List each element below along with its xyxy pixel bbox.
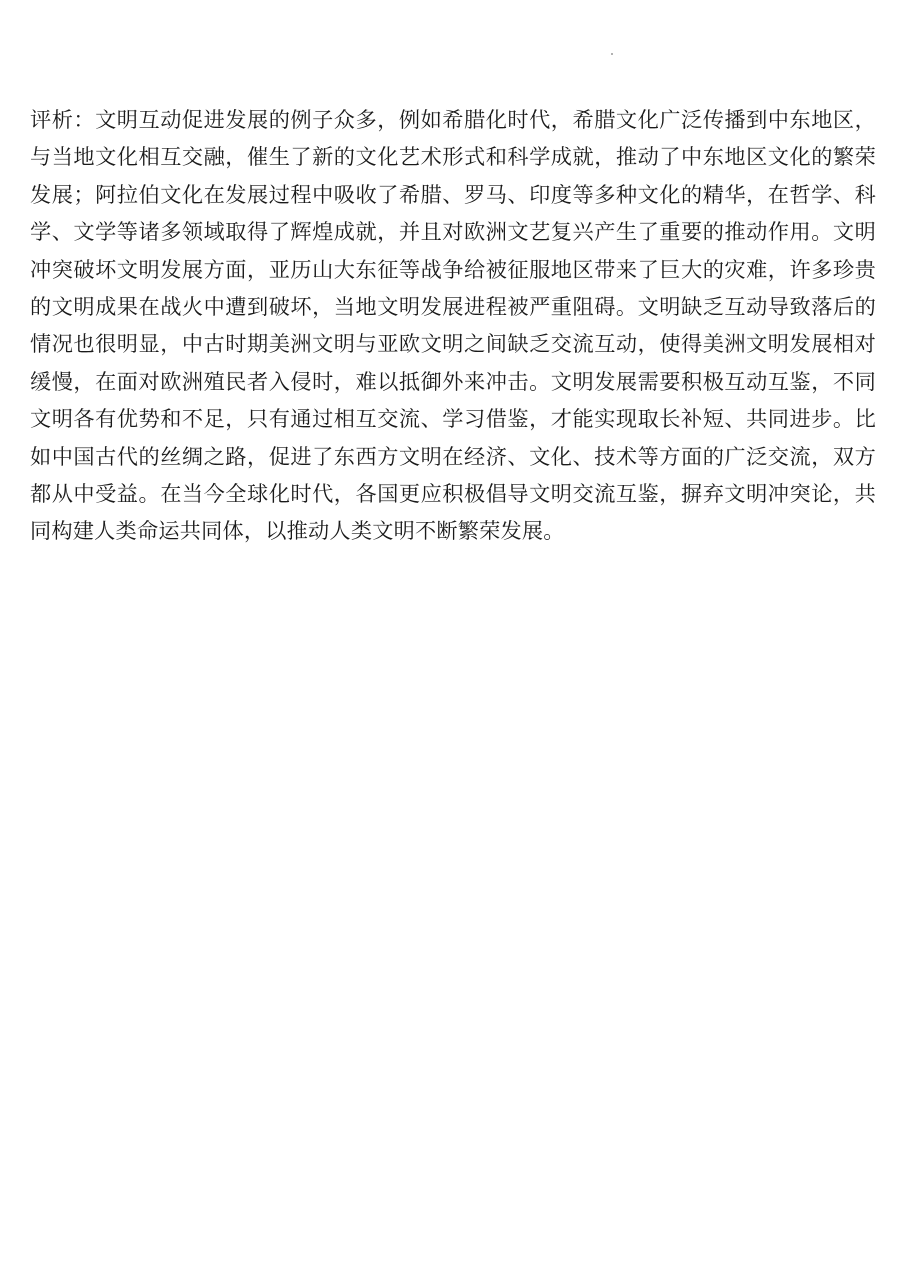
scan-speck <box>611 53 613 55</box>
analysis-paragraph <box>30 101 876 550</box>
analysis-label: 评析： <box>30 107 96 132</box>
analysis-text: 文明互动促进发展的例子众多，例如希腊化时代，希腊文化广泛传播到中东地区，与当地文化相互交融，催生了新的文化艺术形式和科学成就，推动了中东地区文化的繁荣发展；阿拉伯文化在发展过程中吸收了希腊、罗马、印度等多种文化的精华，在哲学、科学、文学等诸多领域取得了辉煌成就，并且对欧洲文艺复兴产生了重要的推动作用。文明冲突破坏文明发展方面，亚历山大东征等战争给被征服地区带来了巨大的灾难，许多珍贵的文明成果在战火中遭到破坏，当地文明发展进程被严重阻碍。文明缺乏互动导致落后的情况也很明显，中古时期美洲文明与亚欧文明之间缺乏交流互动，使得美洲文明发展相对缓慢，在面对欧洲殖民者入侵时，难以抵御外来冲击。文明发展需要积极互动互鉴，不同文明各有优势和不足，只有通过相互交流、学习借鉴，才能实现取长补短、共同进步。比如中国古代的丝绸之路，促进了东西方文明在经济、文化、技术等方面的广泛交流，双方都从中受益。在当今全球化时代，各国更应积极倡导文明交流互鉴，摒弃文明冲突论，共同构建人类命运共同体，以推动人类文明不断繁荣发展。 <box>30 107 876 544</box>
